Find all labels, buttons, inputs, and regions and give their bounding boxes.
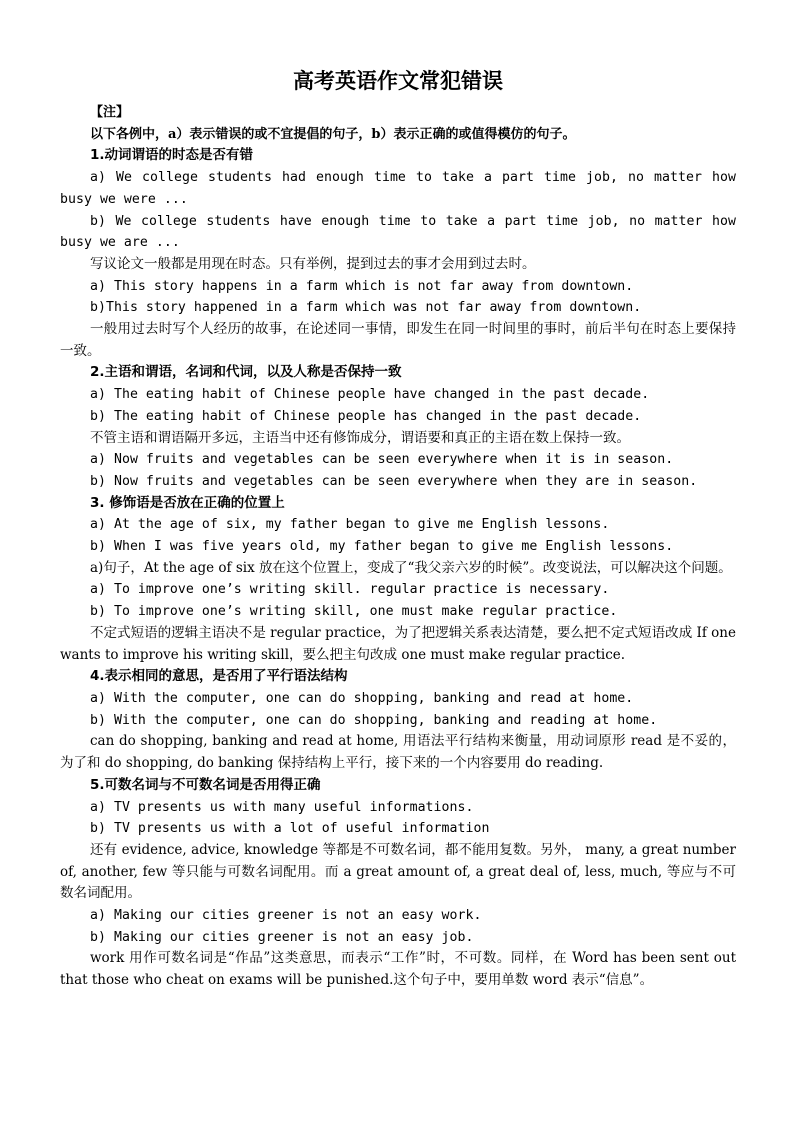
explanation-paragraph: 一般用过去时写个人经历的故事，在论述同一事情，即发生在同一时间里的事时，前后半句在时态上要保持一致。 [60, 321, 736, 359]
explanation-paragraph: 还有 evidence, advice, knowledge 等都是不可数名词，都不能用复数。另外， many, a great number of, another, few 等只能与可数名词配用。而 a great amount of, a great deal of, less, much, 等应与不可数名词配用。 [60, 841, 736, 902]
note-label: 【注】 [90, 105, 130, 120]
example-b: b) Now fruits and vegetables can be seen everywhere when they are in season. [90, 473, 698, 489]
example-a: a) With the computer, one can do shopping, banking and read at home. [90, 690, 634, 706]
example-b: b) To improve one’s writing skill, one must make regular practice. [90, 604, 618, 620]
example-a: a) Now fruits and vegetables can be seen everywhere when it is in season. [90, 452, 674, 468]
example-b: b) When I was five years old, my father began to give me English lessons. [90, 539, 674, 555]
explanation-paragraph: 不管主语和谓语隔开多远，主语当中还有修饰成分，谓语要和真正的主语在数上保持一致。 [90, 429, 630, 446]
section-heading-1: 1.动词谓语的时态是否有错 [90, 147, 254, 164]
explanation-paragraph: a)句子，At the age of six 放在这个位置上，变成了“我父亲六岁的时候”。改变说法，可以解决这个问题。 [90, 559, 732, 576]
example-b: b) With the computer, one can do shopping, banking and reading at home. [90, 712, 658, 728]
explanation-paragraph: work 用作可数名词是“作品”这类意思，而表示“工作”时，不可数。同样，在 Word has been sent out that those who cheat on exams will be punished.这个句子中，要用单数 word 表示“信息”。 [60, 950, 736, 989]
section-heading-3: 3. 修饰语是否放在正确的位置上 [90, 494, 285, 511]
example-a: a) The eating habit of Chinese people have changed in the past decade. [90, 387, 650, 403]
explanation-paragraph: can do shopping, banking and read at home, 用语法平行结构来衡量，用动词原形 read 是不妥的，为了和 do shopping, do banking 保持结构上平行，接下来的一个内容要用 do reading. [60, 733, 736, 772]
example-b: b) We college students have enough time to take a part time job, no matter how busy we are ... [60, 213, 736, 251]
explanation-paragraph: 不定式短语的逻辑主语决不是 regular practice，为了把逻辑关系表达清楚，要么把不定式短语改成 If one wants to improve his writing skill，要么把主句改成 one must make regular practice. [60, 624, 736, 663]
note-text: 以下各例中，a）表示错误的或不宜提倡的句子，b）表示正确的或值得模仿的句子。 [90, 126, 576, 142]
example-a: a) To improve one’s writing skill. regular practice is necessary. [90, 582, 610, 598]
example-b: b) TV presents us with a lot of useful information [90, 821, 490, 837]
example-b: b) Making our cities greener is not an easy job. [90, 929, 474, 945]
section-heading-2: 2.主语和谓语，名词和代词，以及人称是否保持一致 [90, 364, 402, 381]
explanation-paragraph: 写议论文一般都是用现在时态。只有举例，提到过去的事才会用到过去时。 [90, 255, 536, 272]
example-a: a) This story happens in a farm which is not far away from downtown. [90, 278, 634, 294]
example-a: a) We college students had enough time to take a part time job, no matter how busy we were ... [60, 170, 736, 207]
example-a: a) At the age of six, my father began to give me English lessons. [90, 517, 610, 533]
section-heading-4: 4.表示相同的意思，是否用了平行语法结构 [90, 668, 348, 685]
document-page [60, 66, 736, 992]
section-heading-5: 5.可数名词与不可数名词是否用得正确 [90, 776, 321, 793]
example-a: a) Making our cities greener is not an easy work. [90, 908, 482, 924]
example-b: b) The eating habit of Chinese people has changed in the past decade. [90, 408, 642, 424]
example-a: a) TV presents us with many useful informations. [90, 799, 474, 815]
page-title: 高考英语作文常犯错误 [293, 69, 503, 93]
example-b: b)This story happened in a farm which was not far away from downtown. [90, 300, 642, 316]
